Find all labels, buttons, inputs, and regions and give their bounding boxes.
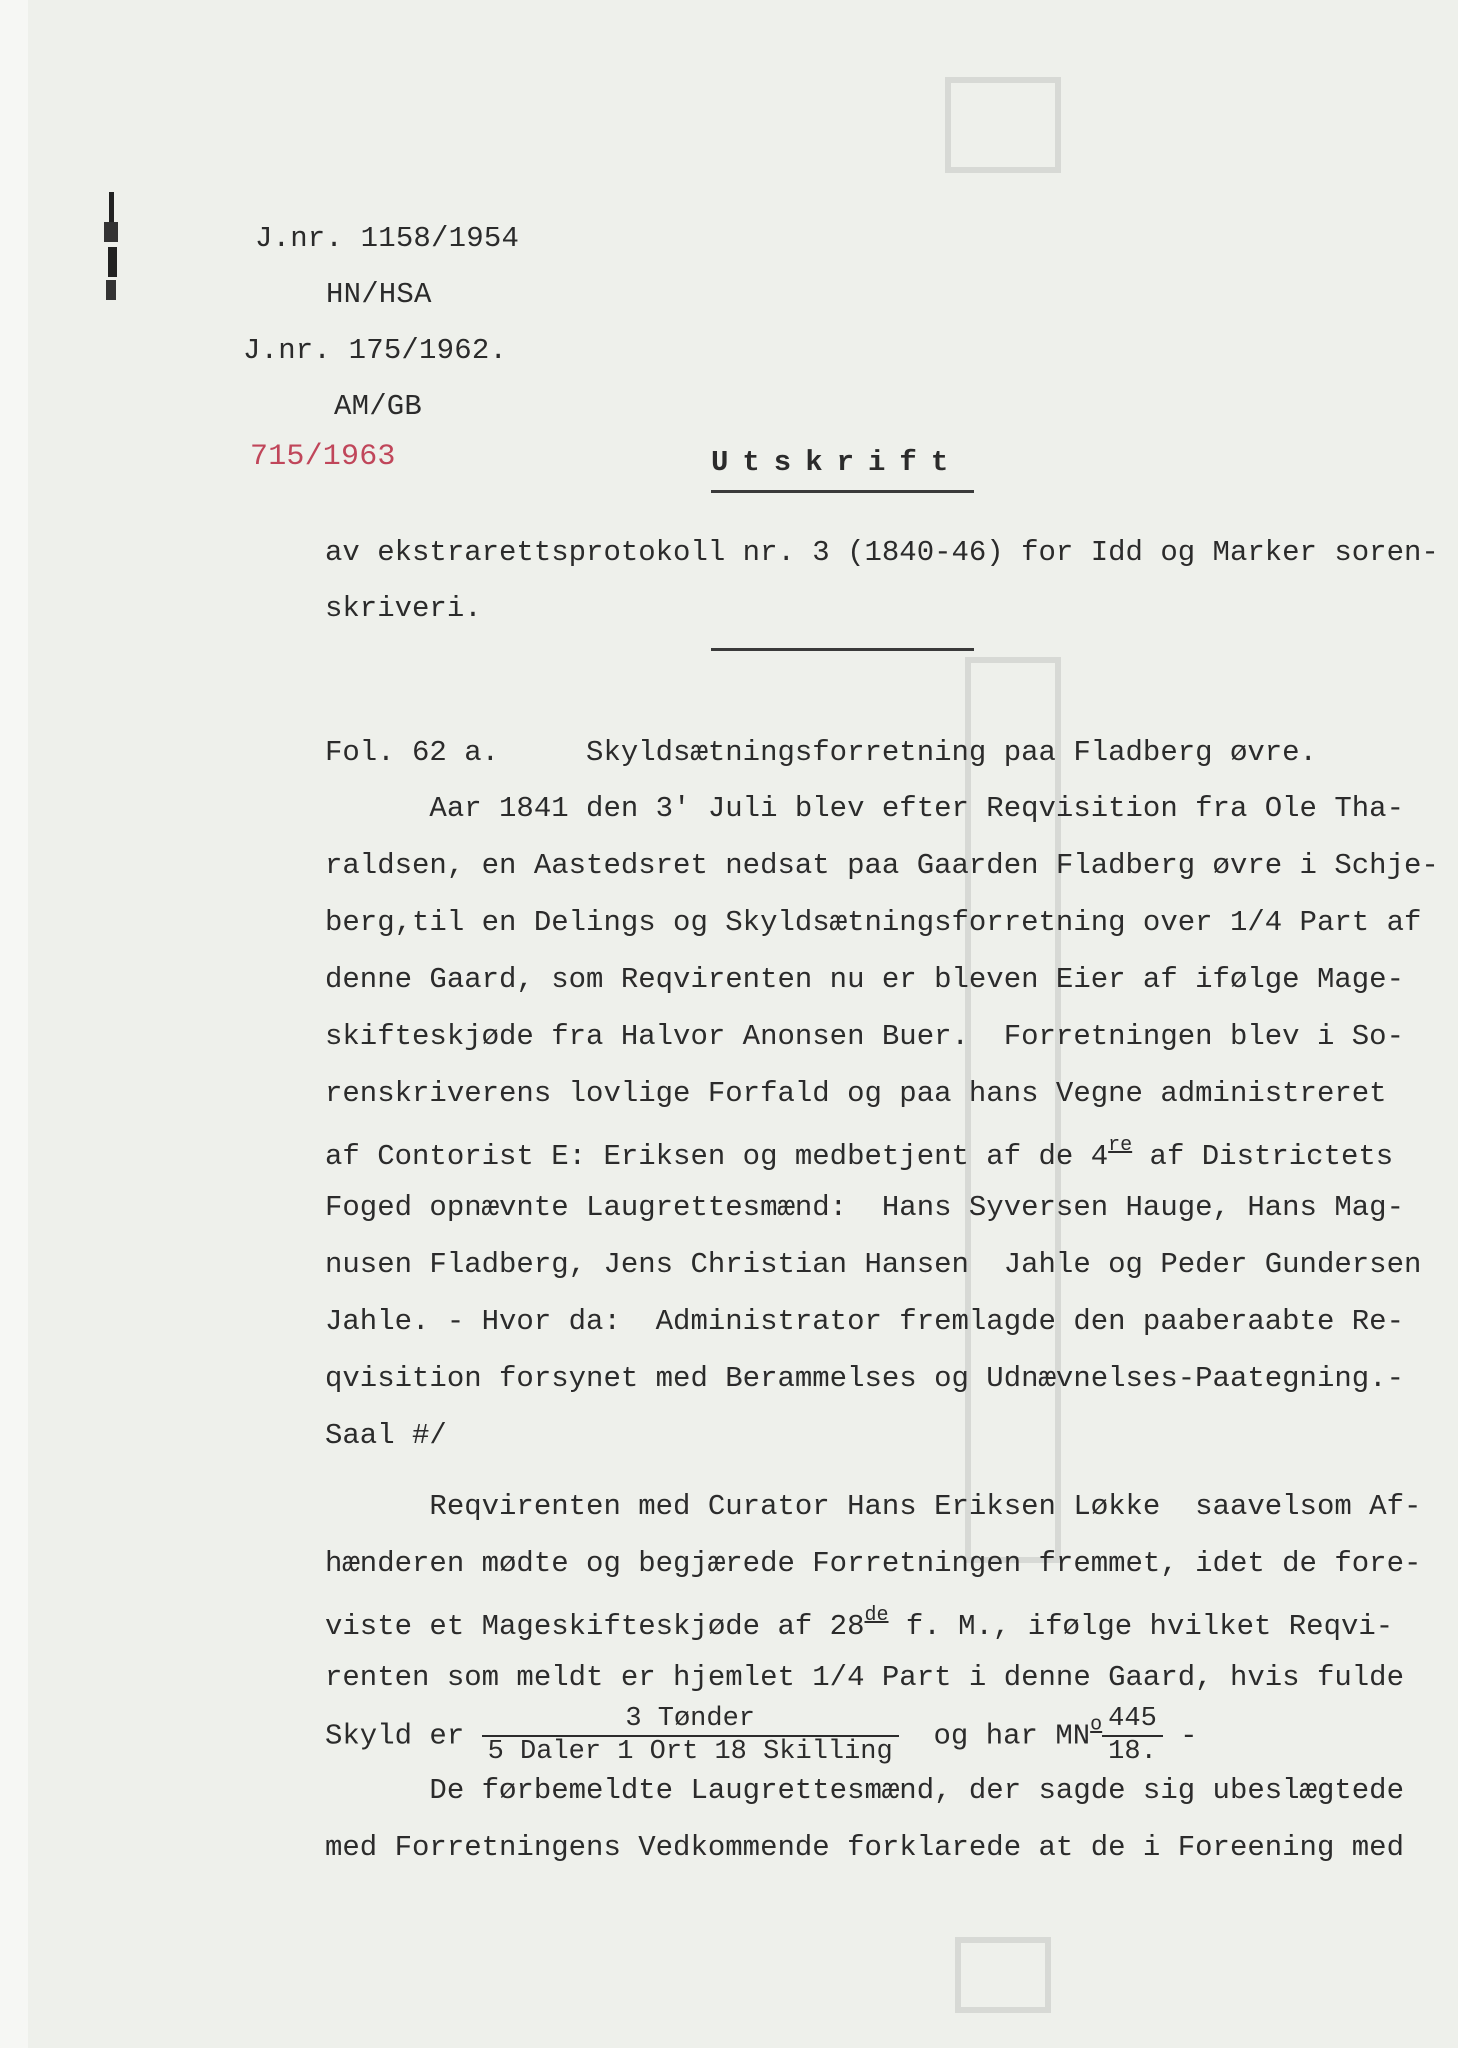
fraction-numerator: 3 Tønder	[482, 1704, 899, 1737]
body-text: af Districtets	[1132, 1140, 1394, 1173]
body-text: og har MN	[898, 1719, 1091, 1753]
journal-number-1962: J.nr. 175/1962.	[243, 334, 508, 367]
initials-1954: HN/HSA	[326, 278, 432, 311]
body-text: Skyld er	[325, 1719, 482, 1753]
body-line: med Forretningens Vedkommende forklarede at de i Foreening med	[325, 1831, 1404, 1864]
body-line: Reqvirenten med Curator Hans Eriksen Løkke saavelsom Af-	[325, 1490, 1422, 1523]
binding-mark-icon	[100, 192, 124, 302]
body-text: f. M., ifølge hvilket Reqvi-	[888, 1610, 1394, 1643]
body-line: berg,til en Delings og Skyldsætningsforretning over 1/4 Part af	[325, 906, 1422, 939]
ordinal-superscript: de	[864, 1604, 889, 1627]
title-underline	[711, 490, 974, 493]
body-line: Aar 1841 den 3' Juli blev efter Reqvisition fra Ole Tha-	[325, 792, 1404, 825]
skyld-fraction	[482, 1704, 899, 1768]
body-line: Jahle. - Hvor da: Administrator fremlagde den paaberaabte Re-	[325, 1305, 1404, 1338]
body-line: hænderen mødte og begjærede Forretningen fremmet, idet de fore-	[325, 1547, 1422, 1580]
body-line: renten som meldt er hjemlet 1/4 Part i denne Gaard, hvis fulde	[325, 1661, 1404, 1694]
body-line-fractions	[325, 1704, 1198, 1768]
initials-1962: AM/GB	[334, 390, 423, 423]
body-line: Foged opnævnte Laugrettesmænd: Hans Syversen Hauge, Hans Mag-	[325, 1191, 1404, 1224]
body-line: renskriverens lovlige Forfald og paa hans Vegne administreret	[325, 1077, 1387, 1110]
ordinal-superscript: re	[1108, 1134, 1133, 1157]
matrikkel-fraction	[1102, 1704, 1163, 1768]
body-line: De førbemeldte Laugrettesmænd, der sagde sig ubeslægtede	[325, 1774, 1404, 1807]
fraction-denominator: 18.	[1108, 1737, 1157, 1768]
body-line: skifteskjøde fra Halvor Anonsen Buer. Forretningen blev i So-	[325, 1020, 1404, 1053]
section-divider	[711, 648, 974, 651]
body-text: viste et Mageskifteskjøde af 28	[325, 1610, 865, 1643]
fraction-denominator: 5 Daler 1 Ort 18 Skilling	[487, 1737, 893, 1768]
number-superscript: o	[1090, 1713, 1103, 1737]
fraction-numerator: 445	[1102, 1704, 1163, 1737]
folio-heading: Fol. 62 a. Skyldsætningsforretning paa Fladberg øvre.	[325, 736, 1317, 769]
body-line: raldsen, en Aastedsret nedsat paa Gaarden Fladberg øvre i Schje-	[325, 849, 1439, 882]
document-title: Utskrift	[711, 446, 963, 479]
body-line: nusen Fladberg, Jens Christian Hansen Jahle og Peder Gundersen	[325, 1248, 1422, 1281]
body-text: af Contorist E: Eriksen og medbetjent af de 4	[325, 1140, 1109, 1173]
body-text: -	[1162, 1719, 1198, 1753]
body-line: denne Gaard, som Reqvirenten nu er bleven Eier af ifølge Mage-	[325, 963, 1404, 996]
handwritten-ref-1963: 715/1963	[250, 440, 396, 474]
body-line	[325, 1136, 1393, 1171]
body-line: Saal #/	[325, 1419, 447, 1452]
body-line	[325, 1606, 1393, 1641]
intro-line-2: skriveri.	[325, 592, 482, 625]
body-line: qvisition forsynet med Berammelses og Udnævnelses-Paategning.-	[325, 1362, 1404, 1395]
journal-number-1954: J.nr. 1158/1954	[255, 222, 520, 255]
intro-line-1: av ekstrarettsprotokoll nr. 3 (1840-46) for Idd og Marker soren-	[325, 536, 1439, 569]
